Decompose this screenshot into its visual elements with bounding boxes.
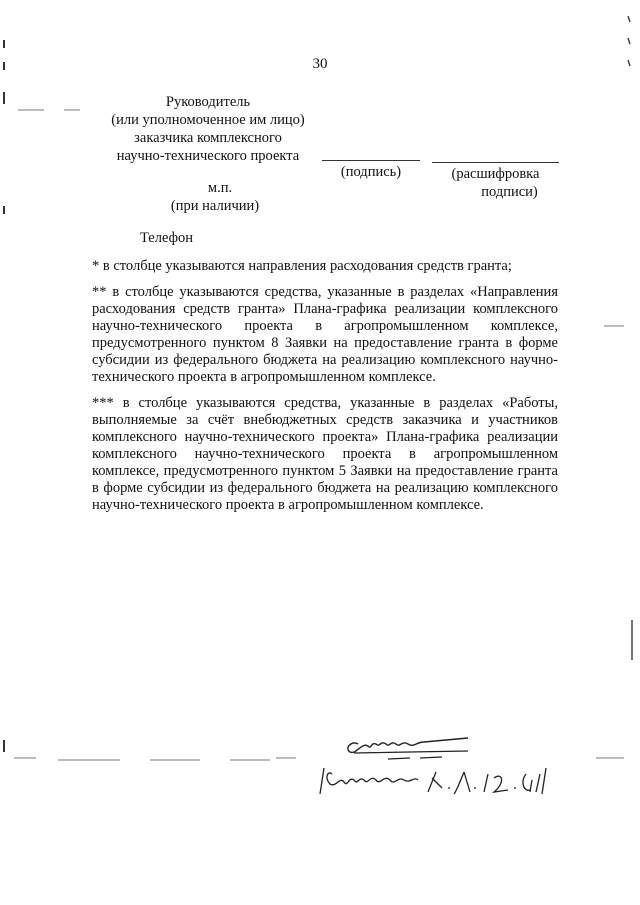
footnote-1: * в столбце указываются направления расходования средств гранта; [92, 258, 512, 274]
signer-project: научно-технического проекта [116, 148, 300, 164]
footnotes [92, 258, 558, 523]
signer-block [92, 93, 324, 165]
handwritten-signature [318, 722, 558, 822]
footnote-2: ** в столбце указываются средства, указанные в разделах «Направления расходования средств гранта» Плана-графика реализации комплексного научно-технического проекта в агропромышленном комплексе, предусмотренного пунктом 8 Заявки на предоставление гранта в форме субсидии из федерального бюджета на реализацию комплексного научно-технического проекта в агропромышленном комплексе. [92, 284, 558, 385]
signer-organization: заказчика комплексного [134, 130, 282, 146]
right-edge-marks [628, 16, 632, 660]
signature-decoding-line [432, 162, 559, 163]
signature-line [322, 160, 420, 161]
signature-decoding-caption-line1: (расшифровка [451, 166, 540, 182]
signature-underline [354, 751, 468, 759]
signer-subtitle: (или уполномоченное им лицо) [111, 112, 305, 128]
signature-caption: (подпись) [340, 164, 402, 180]
signer-title: Руководитель [165, 94, 251, 110]
signature-decoding-caption [432, 165, 559, 201]
footnote-3: *** в столбце указываются средства, указанные в разделах «Работы, выполняемые за счёт внебюджетных средств заказчика и участников комплексного научно-технического проекта» Плана-графика реализации комплексного научно-технического проекта в агропромышленном комплексе, предусмотренного пунктом 5 Заявки на предоставление гранта в форме субсидии из федерального бюджета на реализацию комплексного научно-технического проекта в агропромышленном комплексе. [92, 395, 558, 513]
handwritten-note-strokes [320, 768, 546, 794]
signature-decoding-caption-line2: подписи) [481, 184, 538, 200]
stamp-condition: (при наличии) [170, 198, 260, 214]
page-number: 30 [312, 56, 328, 72]
stamp-label: м.п. [207, 180, 233, 196]
stamp-block [150, 179, 280, 215]
signature-scribble [348, 738, 468, 752]
phone-label: Телефон [140, 230, 193, 246]
